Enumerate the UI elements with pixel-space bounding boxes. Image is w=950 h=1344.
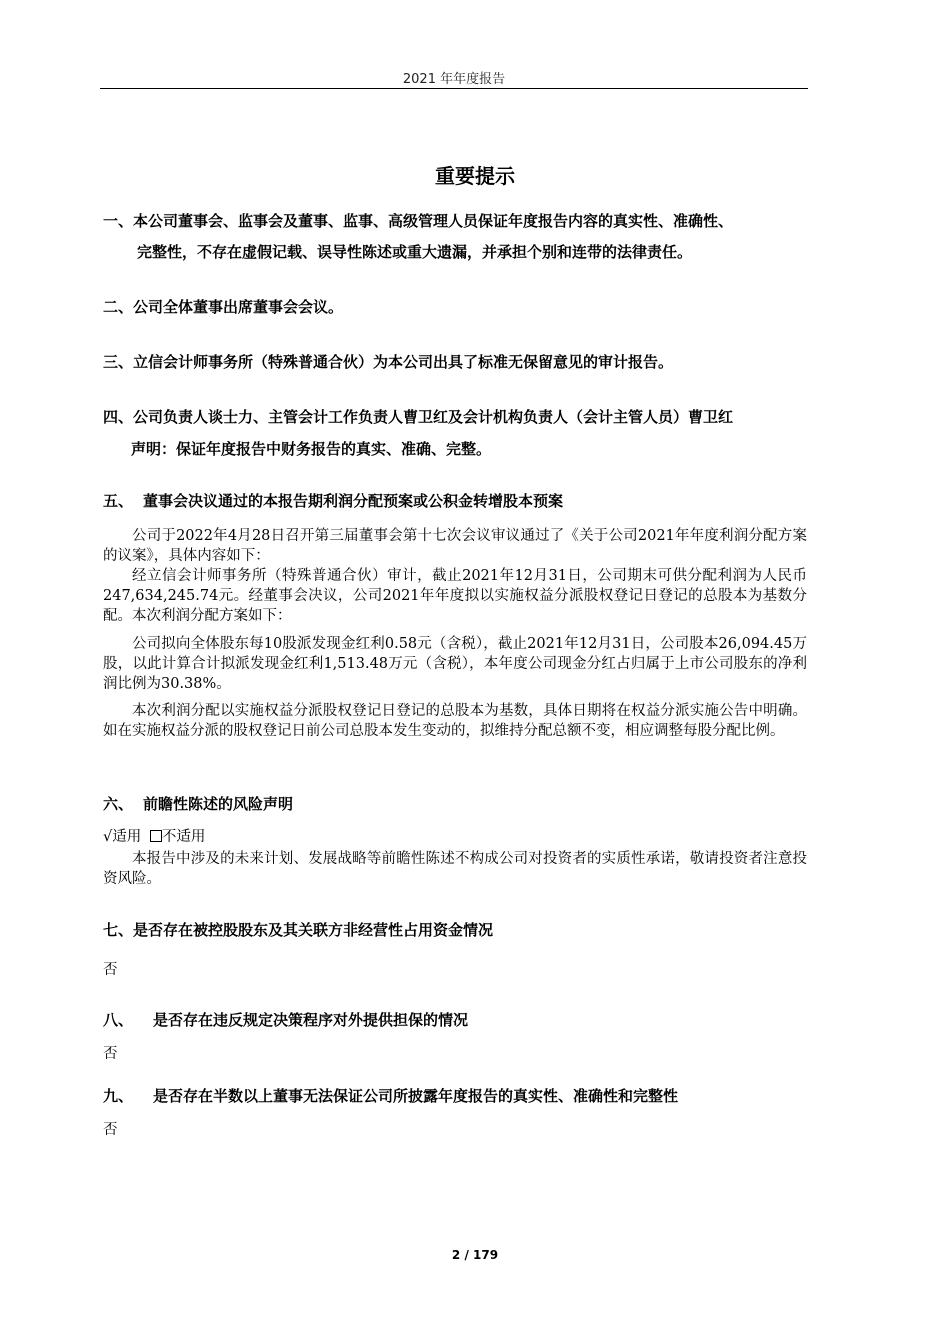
section-8-number: 八、 [103, 1011, 134, 1029]
section-3 [103, 347, 673, 378]
section-2-number: 二、 [103, 298, 134, 316]
section-4 [103, 402, 733, 433]
section-5-heading [103, 486, 563, 517]
section-5-paragraph-2: 经立信会计师事务所（特殊普通合伙）审计，截止2021年12月31日，公司期末可供分配利润为人民币247,634,245.74元。经董事会决议，公司2021年年度拟以实施权益分派股权登记日登记的总股本为基数分配。本次利润分配方案如下： [103, 568, 807, 624]
section-4-number: 四、 [103, 408, 134, 426]
section-1 [103, 206, 733, 237]
section-7-heading [103, 915, 493, 946]
section-4-line2: 声明：保证年度报告中财务报告的真实、准确、完整。 [131, 440, 492, 458]
section-7-number: 七、 [103, 921, 134, 939]
section-1-line1: 本公司董事会、监事会及董事、监事、高级管理人员保证年度报告内容的真实性、准确性、 [133, 212, 734, 230]
section-3-number: 三、 [103, 353, 134, 371]
running-header: 2021 年年度报告 [402, 72, 506, 87]
section-5-paragraph-1: 公司于2022年4月28日召开第三届董事会第十七次会议审议通过了《关于公司2021年年度利润分配方案的议案》，具体内容如下： [103, 528, 807, 564]
section-7-answer: 否 [103, 962, 118, 978]
section-7-title: 是否存在被控股股东及其关联方非经营性占用资金情况 [133, 921, 494, 939]
section-8-answer: 否 [103, 1046, 118, 1062]
section-4-line1: 公司负责人谈士力、主管会计工作负责人曹卫红及会计机构负责人（会计主管人员）曹卫红 [133, 408, 734, 426]
section-2-text: 公司全体董事出席董事会会议。 [133, 298, 344, 316]
section-9-title: 是否存在半数以上董事无法保证公司所披露年度报告的真实性、准确性和完整性 [153, 1087, 679, 1105]
header-divider [100, 88, 808, 89]
section-6-paragraph: 本报告中涉及的未来计划、发展战略等前瞻性陈述不构成公司对投资者的实质性承诺，敬请投资者注意投资风险。 [103, 851, 807, 887]
not-applicable-label: 不适用 [161, 829, 206, 845]
page-number: 2 / 179 [451, 1248, 499, 1262]
section-6-number: 六、 [103, 795, 134, 813]
section-3-text: 立信会计师事务所（特殊普通合伙）为本公司出具了标准无保留意见的审计报告。 [133, 353, 674, 371]
section-6-title: 前瞻性陈述的风险声明 [143, 795, 294, 813]
section-9-answer: 否 [103, 1122, 118, 1138]
section-9-heading [103, 1081, 678, 1112]
section-8-heading [103, 1005, 468, 1036]
section-5-number: 五、 [103, 492, 134, 510]
section-1-number: 一、 [103, 212, 134, 230]
section-6-heading [103, 789, 293, 820]
section-8-title: 是否存在违反规定决策程序对外提供担保的情况 [153, 1011, 469, 1029]
section-5-paragraph-3: 公司拟向全体股东每10股派发现金红利0.58元（含税），截止2021年12月31日，公司股本26,094.45万股，以此计算合计拟派发现金红利1,513.48万元（含税），本年度公司现金分红占归属于上市公司股东的净利润比例为30.38%。 [103, 636, 807, 692]
checkbox-icon [150, 830, 162, 842]
section-2 [103, 292, 343, 323]
section-5-paragraph-4: 本次利润分配以实施权益分派股权登记日登记的总股本为基数，具体日期将在权益分派实施公告中明确。如在实施权益分派的股权登记日前公司总股本发生变动的，拟维持分配总额不变，相应调整每股分配比例。 [103, 703, 807, 739]
applicability-options [103, 827, 205, 847]
section-1-line2: 完整性，不存在虚假记载、误导性陈述或重大遗漏，并承担个别和连带的法律责任。 [137, 243, 693, 261]
section-5-title: 董事会决议通过的本报告期利润分配预案或公积金转增股本预案 [143, 492, 564, 510]
applicable-checked: √适用 [103, 829, 142, 845]
page-title: 重要提示 [435, 164, 515, 188]
section-9-number: 九、 [103, 1087, 134, 1105]
